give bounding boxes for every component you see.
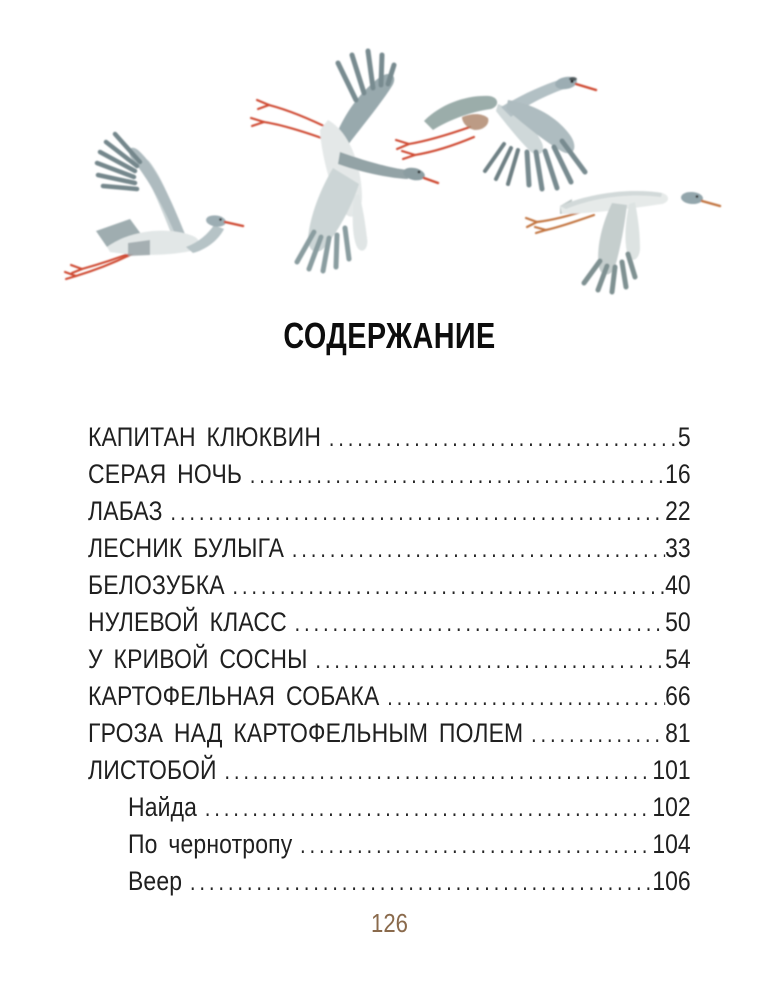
toc-entry-page: 16 bbox=[665, 459, 691, 489]
toc-entry-label: ГРОЗА НАД КАРТОФЕЛЬНЫМ ПОЛЕМ bbox=[88, 718, 524, 748]
toc-entry-label: СЕРАЯ НОЧЬ bbox=[88, 459, 243, 489]
toc-leader-dots bbox=[292, 826, 652, 864]
toc-row bbox=[88, 604, 691, 641]
table-of-contents bbox=[88, 419, 691, 900]
toc-entry-page: 102 bbox=[652, 792, 691, 822]
page-number: 126 bbox=[371, 908, 408, 938]
toc-row bbox=[88, 863, 691, 900]
toc-entry-label: У КРИВОЙ СОСНЫ bbox=[88, 644, 308, 674]
toc-row bbox=[88, 530, 691, 567]
flying-cranes-illustration bbox=[0, 0, 773, 310]
toc-leader-dots bbox=[242, 456, 665, 494]
page-title: СОДЕРЖАНИЕ bbox=[283, 315, 496, 356]
toc-entry-page: 101 bbox=[652, 755, 691, 785]
toc-entry-page: 81 bbox=[665, 718, 691, 748]
toc-row bbox=[88, 826, 691, 863]
toc-leader-dots bbox=[284, 530, 665, 568]
crane-lower-right-icon bbox=[526, 191, 720, 292]
toc-row bbox=[88, 789, 691, 826]
toc-leader-dots bbox=[225, 567, 665, 605]
toc-leader-dots bbox=[287, 604, 665, 642]
toc-entry-label: ЛАБАЗ bbox=[88, 496, 163, 526]
toc-leader-dots bbox=[321, 419, 678, 457]
toc-row bbox=[88, 715, 691, 752]
toc-row bbox=[88, 567, 691, 604]
toc-entry-page: 33 bbox=[665, 533, 691, 563]
toc-entry-page: 54 bbox=[665, 644, 691, 674]
toc-entry-page: 40 bbox=[665, 570, 691, 600]
toc-row bbox=[88, 493, 691, 530]
crane-left-icon bbox=[65, 134, 243, 279]
toc-leader-dots bbox=[163, 493, 665, 531]
toc-row bbox=[88, 419, 691, 456]
toc-entry-label: КАПИТАН КЛЮКВИН bbox=[88, 422, 322, 452]
toc-entry-label: НУЛЕВОЙ КЛАСС bbox=[88, 607, 287, 637]
toc-leader-dots bbox=[379, 678, 665, 716]
toc-entry-label: Найда bbox=[127, 792, 198, 822]
toc-entry-label: По чернотропу bbox=[127, 829, 293, 859]
toc-row bbox=[88, 641, 691, 678]
toc-row bbox=[88, 678, 691, 715]
crane-upper-right-icon bbox=[396, 75, 596, 189]
toc-entry-label: ЛЕСНИК БУЛЫГА bbox=[88, 533, 285, 563]
toc-entry-label: ЛИСТОБОЙ bbox=[88, 755, 217, 785]
toc-leader-dots bbox=[523, 715, 665, 753]
toc-leader-dots bbox=[182, 863, 652, 901]
toc-entry-label: КАРТОФЕЛЬНАЯ СОБАКА bbox=[88, 681, 380, 711]
crane-center-icon bbox=[251, 51, 438, 271]
toc-entry-page: 50 bbox=[665, 607, 691, 637]
toc-leader-dots bbox=[308, 641, 665, 679]
toc-entry-page: 104 bbox=[652, 829, 691, 859]
toc-leader-dots bbox=[217, 752, 653, 790]
toc-entry-page: 106 bbox=[652, 866, 691, 896]
toc-row bbox=[88, 752, 691, 789]
toc-leader-dots bbox=[197, 789, 652, 827]
toc-entry-page: 22 bbox=[665, 496, 691, 526]
toc-entry-page: 5 bbox=[677, 422, 691, 452]
toc-entry-label: Веер bbox=[127, 866, 183, 896]
toc-entry-label: БЕЛОЗУБКА bbox=[88, 570, 225, 600]
toc-row bbox=[88, 456, 691, 493]
toc-entry-page: 66 bbox=[665, 681, 691, 711]
